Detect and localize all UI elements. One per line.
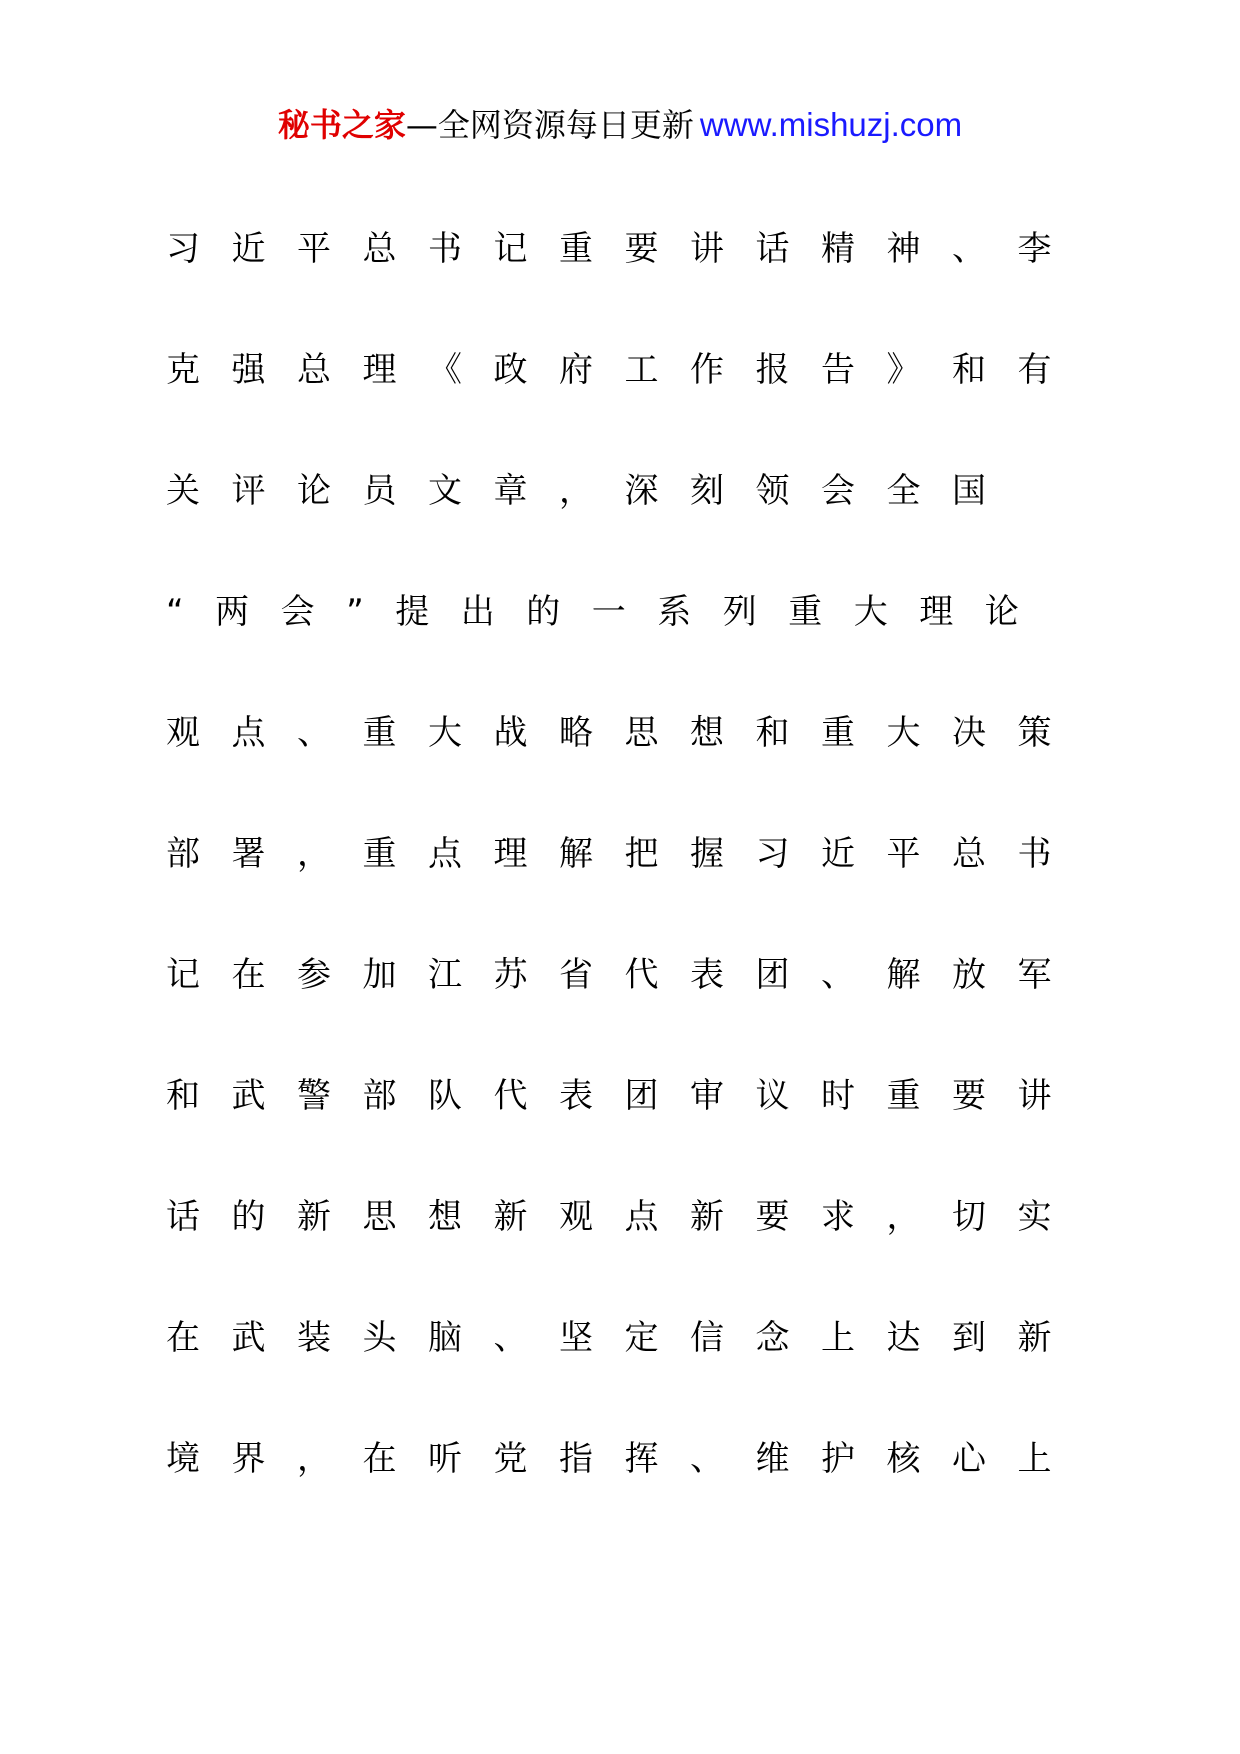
text-line-content: 话的新思想新观点新要求，切实 <box>166 1197 1083 1237</box>
text-line <box>166 1311 1228 1432</box>
document-body <box>166 222 1228 1553</box>
text-line-content: 记在参加江苏省代表团、解放军 <box>166 955 1083 995</box>
text-line-content: 习近平总书记重要讲话精神、李 <box>166 229 1083 269</box>
brand-name: 秘书之家 <box>277 106 406 144</box>
page-header <box>0 98 1240 152</box>
text-line <box>166 1190 1228 1311</box>
text-line <box>166 1432 1228 1553</box>
text-line <box>166 1069 1228 1190</box>
text-line <box>166 222 1228 343</box>
text-line-content: 和武警部队代表团审议时重要讲 <box>166 1076 1083 1116</box>
text-line <box>166 585 1228 706</box>
text-line-content: 部署，重点理解把握习近平总书 <box>166 834 1083 874</box>
text-line-content: 在武装头脑、坚定信念上达到新 <box>166 1318 1083 1358</box>
text-line-content: “两会”提出的一系列重大理论 <box>166 592 1051 632</box>
text-line-content: 关评论员文章，深刻领会全国 <box>166 471 1018 511</box>
text-line <box>166 343 1228 464</box>
text-line <box>166 706 1228 827</box>
text-line-content: 观点、重大战略思想和重大决策 <box>166 713 1083 753</box>
text-line <box>166 827 1228 948</box>
text-line-content: 境界，在听党指挥、维护核心上 <box>166 1439 1083 1479</box>
text-line-content: 克强总理《政府工作报告》和有 <box>166 350 1083 390</box>
text-line <box>166 464 1228 585</box>
header-slogan: —全网资源每日更新 <box>405 106 694 144</box>
text-line <box>166 948 1228 1069</box>
site-url-link[interactable]: www.mishuzj.com <box>699 106 963 143</box>
